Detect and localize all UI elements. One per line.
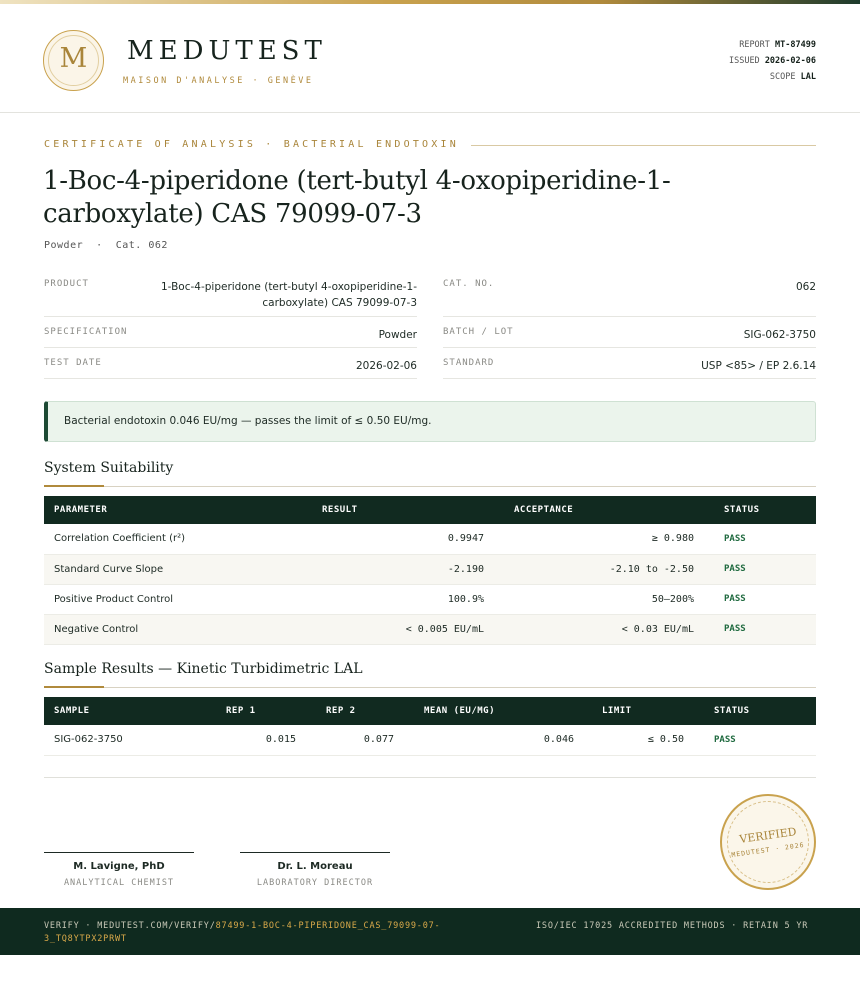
limit-cell: ≤ 0.50 — [584, 725, 694, 755]
table-row — [44, 614, 816, 644]
acceptance-cell: 50–200% — [494, 584, 704, 614]
page-footer — [0, 908, 860, 955]
signatory-role: ANALYTICAL CHEMIST — [63, 878, 175, 888]
brand-name: MEDUTEST — [127, 36, 327, 66]
column-header: REP 2 — [306, 697, 404, 725]
verify-link[interactable]: 87499-1-BOC-4-PIPERIDONE_CAS_79099-07-3_TQ8YTPX2PRWT — [44, 921, 441, 944]
suitability-title: System Suitability — [44, 460, 174, 476]
samples-table — [44, 697, 816, 756]
suitability-header-row — [44, 496, 816, 524]
page-title: 1-Boc-4-piperidone (tert-butyl 4-oxopiperidine-1-carboxylate) CAS 79099-07-3 — [43, 166, 671, 229]
status-badge: PASS — [704, 584, 816, 614]
status-badge: PASS — [704, 524, 816, 554]
info-divider — [443, 316, 816, 317]
specification-value: Powder — [378, 329, 417, 341]
issued-label: ISSUED — [728, 56, 760, 66]
scope-label: SCOPE — [769, 72, 796, 82]
info-divider — [44, 378, 417, 379]
product-value-line-2: carboxylate) CAS 79099-07-3 — [262, 297, 417, 309]
brand-logo — [43, 30, 104, 91]
acceptance-cell: ≥ 0.980 — [494, 524, 704, 554]
info-divider — [443, 378, 816, 379]
acceptance-cell: < 0.03 EU/mL — [494, 614, 704, 644]
acceptance-cell: -2.10 to -2.50 — [494, 554, 704, 584]
signature-line — [240, 852, 390, 853]
status-badge: PASS — [704, 554, 816, 584]
table-row — [44, 554, 816, 584]
accreditation-note: ISO/IEC 17025 ACCREDITED METHODS · RETAIN 5 YR — [536, 921, 809, 931]
parameter-cell: Correlation Coefficient (r²) — [44, 524, 264, 554]
column-header: RESULT — [264, 496, 494, 524]
issued-date: 2026-02-06 — [764, 56, 816, 66]
brand-tagline: MAISON D'ANALYSE · GENÈVE — [123, 76, 314, 86]
report-meta — [729, 37, 816, 85]
report-header — [0, 4, 860, 113]
info-divider — [44, 316, 417, 317]
certificate-kicker: CERTIFICATE OF ANALYSIS · BACTERIAL ENDOTOXIN — [44, 139, 459, 150]
parameter-cell: Negative Control — [44, 614, 264, 644]
verified-seal — [720, 794, 816, 890]
result-cell: 0.9947 — [264, 524, 494, 554]
column-header: MEAN (EU/MG) — [404, 697, 584, 725]
rep1-cell: 0.015 — [204, 725, 306, 755]
mean-cell: 0.046 — [404, 725, 584, 755]
seal-subtext: MEDUTEST · 2026 — [730, 840, 806, 860]
test-date-label: TEST DATE — [44, 358, 102, 368]
column-header: PARAMETER — [44, 496, 264, 524]
logo-letter: M — [59, 43, 88, 74]
section-accent — [44, 485, 104, 487]
status-badge: PASS — [694, 725, 816, 755]
signature-divider — [44, 777, 816, 778]
samples-title: Sample Results — Kinetic Turbidimetric LAL — [44, 661, 363, 677]
section-accent — [44, 686, 104, 688]
signatory-role: LABORATORY DIRECTOR — [256, 878, 374, 888]
result-cell: < 0.005 EU/mL — [264, 614, 494, 644]
samples-header-row — [44, 697, 816, 725]
column-header: STATUS — [704, 496, 816, 524]
test-date-value: 2026-02-06 — [355, 360, 417, 372]
info-divider — [443, 347, 816, 348]
product-label: PRODUCT — [44, 279, 89, 289]
table-row — [44, 524, 816, 554]
page-subtitle: Powder · Cat. 062 — [44, 240, 168, 251]
parameter-cell: Positive Product Control — [44, 584, 264, 614]
sample-id-cell: SIG-062-3750 — [44, 725, 204, 755]
catno-label: CAT. NO. — [443, 279, 495, 289]
section-rule — [44, 486, 816, 487]
column-header: LIMIT — [584, 697, 694, 725]
suitability-table — [44, 496, 816, 645]
table-row — [44, 584, 816, 614]
product-value — [150, 279, 417, 311]
report-number: MT-87499 — [775, 40, 816, 50]
column-header: ACCEPTANCE — [494, 496, 704, 524]
rep2-cell: 0.077 — [306, 725, 404, 755]
catno-value: 062 — [795, 281, 816, 293]
result-cell: -2.190 — [264, 554, 494, 584]
info-divider — [44, 347, 417, 348]
report-label: REPORT — [739, 40, 770, 50]
verify-prefix: VERIFY · MEDUTEST.COM/VERIFY/ — [44, 921, 216, 931]
batch-label: BATCH / LOT — [443, 327, 514, 337]
signatory-name: M. Lavigne, PhD — [73, 861, 165, 872]
signature-line — [44, 852, 194, 853]
signatory-name: Dr. L. Moreau — [277, 861, 353, 872]
standard-value: USP <85> / EP 2.6.14 — [701, 360, 816, 372]
result-alert-text: Bacterial endotoxin 0.046 EU/mg — passes the limit of ≤ 0.50 EU/mg. — [64, 415, 432, 427]
column-header: SAMPLE — [44, 697, 204, 725]
verify-line — [44, 920, 484, 946]
column-header: STATUS — [694, 697, 816, 725]
result-alert — [44, 401, 816, 442]
batch-value: SIG-062-3750 — [743, 329, 816, 341]
column-header: REP 1 — [204, 697, 306, 725]
standard-label: STANDARD — [443, 358, 495, 368]
kicker-divider — [471, 145, 816, 146]
seal-text: VERIFIED — [738, 825, 798, 846]
parameter-cell: Standard Curve Slope — [44, 554, 264, 584]
table-row — [44, 725, 816, 755]
specification-label: SPECIFICATION — [44, 327, 128, 337]
status-badge: PASS — [704, 614, 816, 644]
section-rule — [44, 687, 816, 688]
result-cell: 100.9% — [264, 584, 494, 614]
product-value-line-1: 1-Boc-4-piperidone (tert-butyl 4-oxopiperidine-1- — [160, 281, 417, 293]
scope-value: LAL — [800, 72, 816, 82]
